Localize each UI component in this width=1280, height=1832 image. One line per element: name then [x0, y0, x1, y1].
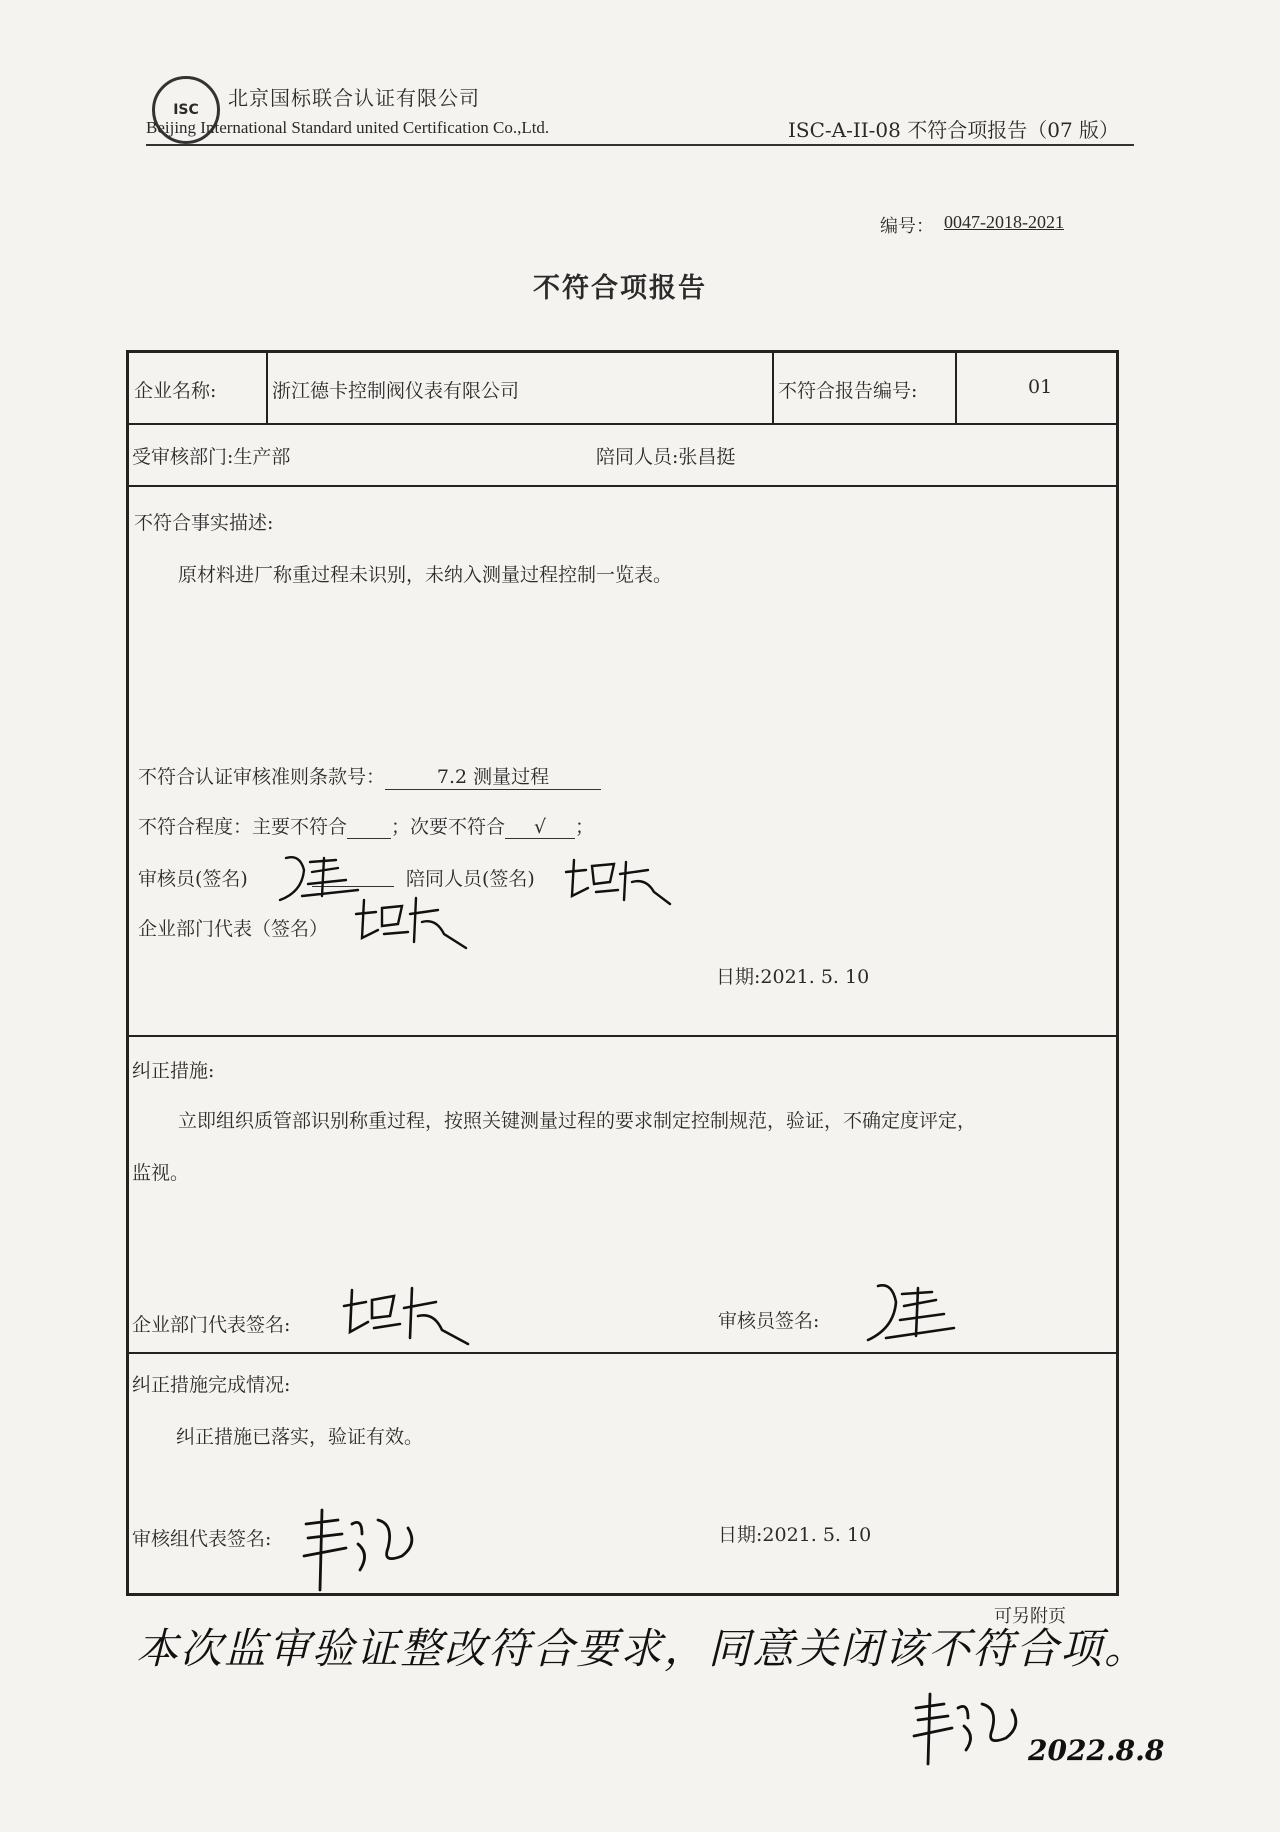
dept-rep-signature-1: [352, 892, 472, 952]
row-divider: [126, 423, 1119, 425]
column-divider: [772, 350, 774, 424]
handwritten-note: 本次监审验证整改符合要求，同意关闭该不符合项。: [136, 1624, 1149, 1673]
company-label: 企业名称:: [134, 380, 217, 402]
corrective-text-1: 立即组织质管部识别称重过程，按照关键测量过程的要求制定控制规范，验证，不确定度评定，: [178, 1110, 977, 1132]
attach-note: 可另附页: [994, 1606, 1066, 1627]
document-code: ISC-A-II-08 不符合项报告（07 版）: [788, 118, 1120, 142]
auditor-sign-label: 审核员(签名): [138, 868, 248, 890]
audited-department: 受审核部门:生产部: [132, 446, 291, 468]
escort-sign-label: 陪同人员(签名): [406, 868, 535, 890]
degree-label: 不符合程度：: [138, 816, 253, 838]
corrective-label: 纠正措施:: [132, 1060, 215, 1082]
minor-label: ；次要不符合: [391, 816, 506, 838]
completion-text: 纠正措施已落实，验证有效。: [176, 1426, 424, 1448]
escort-person: 陪同人员:张昌挺: [596, 446, 736, 468]
dept-rep-signature-2: [338, 1282, 478, 1348]
row-divider: [126, 1035, 1119, 1037]
report-number-label: 不符合报告编号:: [778, 380, 918, 402]
logo-text: ISC: [173, 102, 199, 118]
dept-rep-sign-label: 企业部门代表（签名）: [138, 918, 329, 940]
degree-end: ；: [575, 816, 595, 838]
team-rep-signature: [298, 1504, 428, 1594]
corrective-text-2: 监视。: [132, 1162, 190, 1184]
date-1: 日期:2021. 5. 10: [716, 966, 870, 988]
report-number-value: 01: [1028, 376, 1053, 398]
report-form: [126, 350, 1119, 1596]
company-value: 浙江德卡控制阀仪表有限公司: [272, 380, 520, 402]
fact-description-label: 不符合事实描述:: [134, 512, 274, 534]
escort-signature: [560, 852, 680, 912]
auditor-label-2: 审核员签名:: [718, 1310, 820, 1332]
minor-mark: √: [505, 816, 575, 839]
handwritten-date: 2022.8.8: [1028, 1734, 1165, 1767]
column-divider: [266, 350, 268, 424]
completion-label: 纠正措施完成情况:: [132, 1374, 291, 1396]
row-divider: [126, 485, 1119, 487]
fact-description-text: 原材料进厂称重过程未识别，未纳入测量过程控制一览表。: [178, 564, 673, 586]
serial-value: 0047-2018-2021: [944, 212, 1064, 232]
clause-value: 7.2 测量过程: [385, 762, 601, 790]
degree-row: [138, 812, 594, 839]
date-2: 日期:2021. 5. 10: [718, 1524, 872, 1546]
company-name-cn: 北京国标联合认证有限公司: [228, 86, 480, 110]
page-title: 不符合项报告: [533, 273, 707, 304]
company-name-en: Beijing International Standard united Certification Co.,Ltd.: [146, 118, 550, 137]
header-divider: [146, 144, 1134, 146]
clause-row: [138, 762, 601, 790]
clause-label: 不符合认证审核准则条款号：: [138, 766, 386, 788]
reviewer-signature: [910, 1690, 1030, 1770]
serial-label: 编号：: [880, 216, 934, 237]
major-label: 主要不符合: [252, 816, 348, 838]
major-mark-blank: [347, 816, 391, 839]
dept-rep-label-2: 企业部门代表签名:: [132, 1314, 291, 1336]
auditor-signature-2: [856, 1278, 976, 1358]
column-divider: [955, 350, 957, 424]
team-rep-label: 审核组代表签名:: [132, 1528, 272, 1550]
